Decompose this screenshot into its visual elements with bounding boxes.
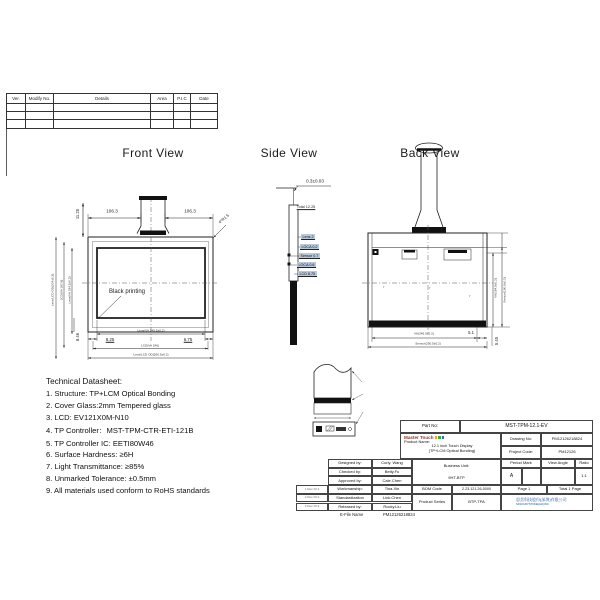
back-corner-mark: r	[429, 286, 431, 291]
revision-header-date: Date	[191, 94, 218, 104]
workmanship-name: Tina.Xin	[372, 485, 412, 494]
front-dim-top-margin: 11.25	[74, 208, 80, 220]
datasheet-item: 3. LCD: EV121X0M-N10	[46, 412, 129, 422]
side-layer-lcd: LCD 8.75	[299, 271, 316, 276]
standardization-label: Standardization	[328, 494, 372, 503]
datasheet-item: 9. All materials used conform to RoHS standards	[46, 486, 210, 496]
back-dim-sensor-width: Sensor(250.5±0.2)	[415, 340, 441, 345]
company-name-cn: 思美科技股份(深圳)有限公司	[516, 497, 567, 503]
back-dim-va-width: VA(245.5±0.2)	[414, 331, 434, 336]
side-layer-loca2: LOCA 0.6	[298, 262, 315, 267]
view-angle-symbol-cell	[541, 468, 575, 485]
fpc-detail-drawing	[313, 364, 363, 436]
ratio-label: Ratio	[575, 459, 593, 468]
tolerance-row: 3 Dec ±0.3	[296, 503, 328, 512]
front-dim-lens-va: Lens(VA 245.5±0.2)	[137, 328, 165, 333]
drawing-no-label: Drawing No:	[501, 433, 541, 446]
back-view-title: Back View	[400, 146, 460, 160]
back-dim-bottom-margin: 5.45	[493, 336, 499, 346]
datasheet-item: 1. Structure: TP+LCM Optical Bonding	[46, 389, 176, 398]
side-dim-glass-step: 0.3±0.03	[306, 178, 324, 184]
revision-header-details: Details	[54, 94, 151, 104]
datasheet-item: 2. Cover Glass:2mm Tempered glass	[46, 400, 171, 410]
efile-value: PM12126218824	[383, 511, 415, 517]
datasheet-item: 7. Light Transmittance: ≥85%	[46, 462, 145, 472]
front-dim-corner-radius: 4*R1.5	[217, 212, 230, 225]
product-name-cell	[400, 433, 501, 459]
product-series-label: Product Series	[412, 494, 452, 511]
project-code-value: PM12126	[541, 446, 593, 459]
front-dim-right-margin: 6.75	[183, 336, 193, 342]
drawing-no-value: PM12126218824	[541, 433, 593, 446]
checked-by-label: Checked by:	[328, 468, 372, 477]
front-dim-lcd-vertical: LCD(VA 187.6)	[58, 279, 63, 301]
designed-by-name: Curly. Wang	[372, 459, 412, 468]
project-code-label: Project Code:	[501, 446, 541, 459]
standardization-name: Link.Chen	[372, 494, 412, 503]
tolerance-row: 2 Dec ±0.2	[296, 494, 328, 503]
bom-code-label: BOM Code	[412, 485, 452, 494]
company-cell	[501, 494, 593, 511]
side-layer-sensor: Sensor 0.7	[300, 253, 319, 258]
business-unit-cell	[412, 459, 501, 485]
side-layer-lens: Lens 2	[302, 234, 314, 239]
business-unit-value: 9HT-BTP	[448, 474, 465, 480]
revision-header-modify: Modify No.	[26, 94, 54, 104]
revision-table	[6, 93, 218, 129]
product-name-line2: (TP+LCM Optical Bonding)	[428, 447, 476, 453]
datasheet-item: 8. Unmarked Tolerance: ±0.5mm	[46, 474, 156, 484]
datasheet-title: Technical Datasheet:	[46, 377, 123, 386]
company-name-en: SINOCRYSTONE(HK)INC	[516, 502, 549, 507]
front-view-drawing	[56, 196, 226, 360]
back-dim-sensor-height: Sensor(190.5±0.2)	[502, 277, 507, 303]
back-view-drawing	[362, 143, 510, 349]
front-dim-bottom-margin: 8.46	[74, 332, 80, 342]
brand-mark-icon	[438, 436, 441, 439]
front-dim-lcd-va: LCD(VA 246)	[141, 342, 159, 347]
page-cell: Page 1	[501, 485, 547, 494]
period-mark-value: A	[501, 468, 522, 485]
front-note-black-printing: Black printing	[108, 289, 146, 295]
side-dim-total: Total 12.25	[296, 205, 316, 210]
product-name-label: Product Name:	[404, 439, 430, 445]
front-dim-od-vertical: Lens/LCD OD(204±0.2)	[50, 273, 55, 307]
datasheet-item: 5. TP Controller IC: EETI80W46	[46, 438, 154, 448]
period-mark-empty	[522, 468, 541, 485]
part-no-label: Part No:	[400, 420, 460, 433]
revision-empty-row	[7, 120, 218, 129]
back-dim-va-height: VA(184.5±0.2)	[493, 278, 498, 298]
front-dim-lens-vertical: Lens(VA 184.5±0.2)	[66, 276, 71, 304]
tolerance-row: 1 Dec ±0.1	[296, 485, 328, 494]
side-view-title: Side View	[260, 146, 318, 160]
front-view-title: Front View	[122, 146, 184, 160]
period-mark-label: Period Mark	[501, 459, 541, 468]
released-by-label: Released by:	[328, 503, 372, 512]
datasheet-item: 4. TP Controller：MST-TPM-CTR-ETI-121B	[46, 425, 194, 435]
view-angle-label: View Angle	[541, 459, 575, 468]
revision-empty-row	[7, 112, 218, 120]
approved-by-label: Approved by:	[328, 476, 372, 485]
total-page-cell: Total 1 Page	[547, 485, 593, 494]
product-series-value: BTP-TPA	[452, 494, 501, 511]
part-no-value: MST-TPM-12.1-EV	[460, 420, 593, 433]
front-dim-width-left: 106.3	[106, 208, 118, 214]
back-corner-mark: r	[383, 285, 385, 290]
bom-code-value: 2.23.121.26-0000	[452, 485, 501, 494]
brand-text: Master Touch	[404, 435, 434, 440]
checked-by-name: Betty.Fu	[372, 468, 412, 477]
brand-mark-icon	[435, 436, 438, 439]
front-dim-left-margin: 8.25	[105, 336, 115, 342]
ratio-value: 1:1	[575, 468, 593, 485]
technical-datasheet	[46, 377, 306, 498]
efile-label: E-File Name	[340, 511, 364, 517]
front-dim-od: Lens/LCD OD(260.5±0.2)	[133, 352, 169, 357]
brand-mark-icon	[442, 436, 445, 439]
product-name-line1: 12.1 inch Touch Display	[431, 443, 473, 449]
back-dim-fpc-offset: 5.1	[468, 329, 474, 335]
workmanship-label: Workmanship:	[328, 485, 372, 494]
revision-header-area: Area	[151, 94, 174, 104]
side-layer-loca1: LOCA 0.2	[301, 244, 318, 249]
designed-by-label: Designed by:	[328, 459, 372, 468]
revision-header-pic: P.I.C	[174, 94, 191, 104]
datasheet-item: 6. Surface Hardness: ≥6H	[46, 450, 134, 460]
released-by-name: Rocky.Liu	[372, 503, 412, 512]
revision-header-ver: Ver.	[7, 94, 26, 104]
business-unit-label: Business Unit:	[443, 462, 470, 468]
revision-empty-row	[7, 104, 218, 112]
front-dim-width-right: 106.3	[184, 208, 196, 214]
approved-by-name: Cale.Chen	[372, 476, 412, 485]
back-corner-mark: r	[469, 294, 471, 299]
